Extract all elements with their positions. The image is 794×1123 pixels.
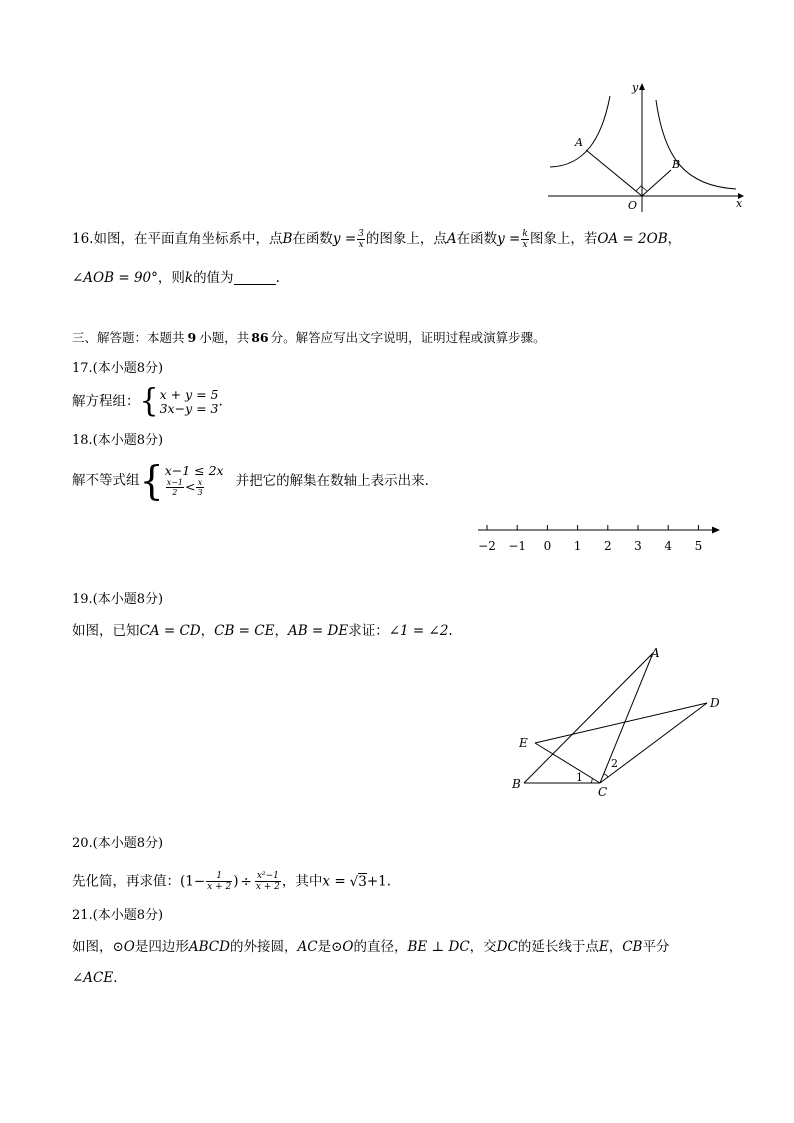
q16-number: 16.: [72, 231, 94, 247]
q16-text9: .: [275, 270, 280, 286]
q21-line1: [72, 937, 669, 957]
q19-sep1: ，: [200, 623, 215, 639]
number-line-label: −2: [478, 539, 496, 553]
label-angle-1: 1: [576, 771, 583, 784]
y-axis-arrow: [639, 83, 645, 90]
number-line-arrow: [712, 527, 720, 534]
q21-dc: DC: [496, 939, 518, 955]
q16-text5: 图象上，若: [529, 231, 598, 247]
label-y: y: [632, 81, 639, 94]
number-line: [470, 518, 730, 560]
right-hyperbola-branch: [656, 100, 736, 189]
q19-figure: [505, 642, 730, 802]
label-a: A: [651, 646, 660, 660]
section3-mid1: 小题，共: [199, 330, 250, 345]
q18-system: [165, 464, 224, 497]
q17-eq1: x + y = 5: [159, 386, 219, 402]
q20-frac1: $\frac{1}{x + 2}$: [207, 871, 232, 892]
q19-cond1: CA = CD: [139, 623, 201, 639]
q21-text5: 的直径，: [353, 939, 408, 955]
q18-body: [72, 457, 429, 504]
label-d: D: [710, 696, 720, 710]
q16-text4: 在函数: [456, 231, 498, 247]
q19-claim: ∠1 = ∠2: [388, 623, 449, 639]
q19-body: [72, 621, 453, 641]
number-line-label: 1: [573, 539, 582, 553]
angle-2-arc: [604, 774, 608, 777]
q20-sqrt: √3: [349, 873, 367, 890]
label-o: O: [628, 199, 638, 212]
q21-text9: 平分: [642, 939, 670, 955]
q21-cb: CB: [622, 939, 643, 955]
q17-end: .: [218, 393, 223, 410]
left-hyperbola-branch: [550, 96, 610, 167]
q21-end: .: [113, 970, 118, 986]
q16-fraction-k-over-x: $\frac{k}{x}$: [522, 229, 528, 250]
q16-cond1: OA = 2OB: [597, 231, 668, 247]
q16-cond2: ∠AOB = 90°: [72, 270, 158, 286]
q21-line2: [72, 968, 118, 988]
q20-frac2: $\frac{\text{x²−1}}{x + 2}$: [255, 871, 280, 892]
angle-1-arc: [591, 778, 592, 783]
q20-paren-open: (1−: [180, 873, 206, 890]
q19-cond3: AB = DE: [287, 623, 349, 639]
segment-ed: [535, 703, 707, 743]
q16-line2: [72, 268, 280, 288]
q21-text4: 是: [317, 939, 332, 955]
q21-text8: ，: [608, 939, 623, 955]
q20-divide: ÷: [240, 873, 252, 890]
q16-text7: ，则: [157, 270, 185, 286]
segment-ab: [524, 653, 653, 783]
number-line-label: 4: [664, 539, 673, 553]
q16-text8: 的值为: [193, 270, 234, 286]
section3-count: 9: [187, 330, 197, 345]
label-a: A: [575, 136, 583, 149]
q19-header: 19.(本小题8分): [72, 592, 164, 607]
q20-end: .: [386, 873, 392, 890]
q19-end: .: [448, 623, 453, 639]
q20-body: [72, 869, 391, 894]
q16-k: k: [184, 270, 194, 286]
label-b: B: [512, 777, 521, 791]
q18-text2: 并把它的解集在数轴上表示出来.: [235, 472, 429, 489]
label-angle-2: 2: [611, 757, 618, 770]
q20-text1: 先化简，再求值：: [72, 873, 180, 890]
number-line-label: −1: [508, 539, 527, 553]
q20-text2: ，其中: [281, 873, 323, 890]
q21-text1: 如图，: [72, 939, 113, 955]
number-line-label: 5: [694, 539, 703, 553]
q20-sqrt-value: 3: [358, 873, 367, 890]
number-line-label: 3: [634, 539, 642, 553]
q17-header: 17.(本小题8分): [72, 361, 164, 376]
q21-ac: AC: [297, 939, 318, 955]
q20-header: 20.(本小题8分): [72, 836, 164, 851]
q21-e: E: [598, 939, 609, 955]
q19-text1: 如图，已知: [72, 623, 140, 639]
segment-ec: [535, 743, 600, 783]
q21-circle-o2: ⊙O: [331, 939, 354, 955]
q21-header: 21.(本小题8分): [72, 908, 164, 923]
q16-figure: [540, 78, 750, 218]
q21-abcd: ABCD: [188, 939, 230, 955]
q16-point-b: B: [282, 231, 293, 247]
q17-brace: {: [139, 382, 159, 420]
label-x: x: [736, 197, 743, 210]
section3-points: 86: [251, 330, 269, 345]
q16-point-a: A: [446, 231, 457, 247]
q17-text1: 解方程组：: [72, 393, 140, 410]
q19-sep2: ，: [274, 623, 288, 639]
q21-angle-ace: ∠ACE: [72, 970, 114, 986]
q16-text3: 的图象上，点: [365, 231, 447, 247]
q17-system: [160, 388, 219, 416]
q16-eq2: y =: [497, 231, 521, 247]
q17-body: [72, 382, 223, 420]
q16-text1: 如图，在平面直角坐标系中，点: [93, 231, 283, 247]
q16-eq1: y =: [332, 231, 357, 247]
q19-text2: 求证：: [348, 623, 389, 639]
section3-mid2: 分。解答应写出文字说明，证明过程或演算步骤。: [270, 330, 546, 345]
q18-text1: 解不等式组: [72, 472, 140, 489]
q16-text2: 在函数: [292, 231, 333, 247]
section3-heading: [72, 328, 546, 348]
label-b: B: [672, 158, 681, 171]
q18-ineq1: x−1 ≤ 2x: [164, 463, 224, 478]
q18-frac-left: $\frac{x-1}{2}$: [166, 478, 183, 497]
q21-be-perp-dc: BE ⊥ DC: [407, 939, 470, 955]
q21-circle-o1: ⊙O: [112, 939, 135, 955]
q16-answer-blank: [234, 270, 276, 285]
segment-oa: [586, 150, 642, 196]
q18-frac-right: $\frac{x}{3}$: [197, 478, 203, 497]
q21-text6: ，交: [469, 939, 497, 955]
section3-head: 三、解答题：本题共: [72, 330, 185, 345]
number-line-label: 2: [603, 539, 612, 553]
q16-line1: [72, 229, 681, 250]
q18-less-than: <: [185, 479, 196, 494]
label-c: C: [598, 785, 608, 799]
q17-eq2: 3x−y = 3: [159, 400, 219, 416]
q21-text2: 是四边形: [134, 939, 189, 955]
q18-brace: {: [139, 457, 164, 504]
q18-header: 18.(本小题8分): [72, 433, 164, 448]
q20-plus-one: +1: [366, 873, 387, 890]
q21-text7: 的延长线于点: [517, 939, 599, 955]
number-line-label: 0: [543, 539, 552, 553]
q19-cond2: CB = CE: [214, 623, 275, 639]
q20-paren-close: ): [233, 873, 239, 890]
q20-x: x =: [322, 873, 346, 890]
label-e: E: [519, 736, 528, 750]
q21-text3: 的外接圆，: [229, 939, 298, 955]
segment-ob: [642, 170, 671, 196]
q16-text6: ，: [667, 231, 682, 247]
q18-ineq2: [165, 478, 224, 497]
q16-fraction-3-over-x: $\frac{3}{x}$: [358, 229, 364, 250]
